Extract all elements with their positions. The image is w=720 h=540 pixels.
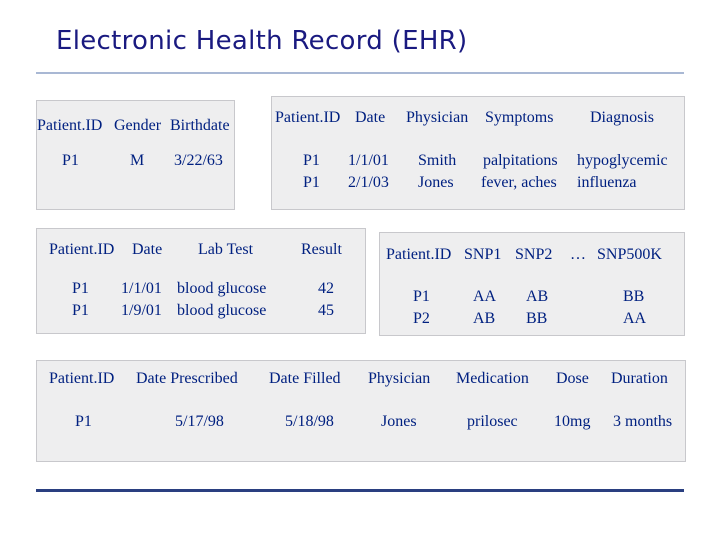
snp-table (379, 232, 685, 336)
cell-medication: prilosec (467, 413, 518, 430)
header-medication: Medication (456, 370, 529, 387)
cell-physician: Jones (418, 174, 454, 191)
cell-date: 2/1/03 (348, 174, 389, 191)
header-gender: Gender (114, 117, 162, 134)
cell-snp1: AB (473, 310, 496, 327)
header-patient-id: Patient.ID (49, 241, 115, 258)
cell-result: 42 (318, 280, 334, 297)
cell-diagnosis: influenza (577, 174, 637, 191)
header-lab-test: Lab Test (198, 241, 254, 258)
prescriptions-table (36, 360, 686, 462)
cell-patient-id: P1 (72, 280, 89, 297)
header-patient-id: Patient.ID (49, 370, 115, 387)
cell-symptoms: fever, aches (481, 174, 557, 191)
cell-physician: Jones (381, 413, 417, 430)
cell-patient-id: P1 (75, 413, 92, 430)
page-title: Electronic Health Record (EHR) (56, 26, 468, 56)
cell-physician: Smith (418, 152, 457, 169)
cell-lab-test: blood glucose (177, 302, 267, 319)
header-date-filled: Date Filled (269, 370, 341, 387)
header-physician: Physician (406, 109, 469, 126)
header-birthdate: Birthdate (170, 117, 230, 134)
patients-table (36, 100, 235, 210)
header-diagnosis: Diagnosis (590, 109, 654, 126)
header-duration: Duration (611, 370, 668, 387)
cell-snp2: AB (526, 288, 549, 305)
header-ellipsis: … (570, 246, 586, 263)
header-physician: Physician (368, 370, 431, 387)
cell-patient-id: P1 (303, 152, 320, 169)
header-result: Result (301, 241, 342, 258)
cell-dose: 10mg (554, 413, 591, 430)
header-snp2: SNP2 (515, 246, 553, 263)
cell-symptoms: palpitations (483, 152, 558, 169)
header-dose: Dose (556, 370, 589, 387)
header-date: Date (355, 109, 386, 126)
cell-patient-id: P1 (72, 302, 89, 319)
visits-table (271, 96, 685, 210)
header-patient-id: Patient.ID (386, 246, 452, 263)
cell-diagnosis: hypoglycemic (577, 152, 668, 169)
cell-duration: 3 months (613, 413, 673, 430)
cell-patient-id: P1 (303, 174, 320, 191)
cell-snp500k: BB (623, 288, 645, 305)
header-snp500k: SNP500K (597, 246, 662, 263)
cell-patient-id: P2 (413, 310, 430, 327)
cell-patient-id: P1 (62, 152, 79, 169)
header-date: Date (132, 241, 163, 258)
header-patient-id: Patient.ID (37, 117, 103, 134)
cell-snp1: AA (473, 288, 497, 305)
cell-date: 1/9/01 (121, 302, 162, 319)
cell-snp500k: AA (623, 310, 647, 327)
title-divider (36, 72, 684, 74)
header-symptoms: Symptoms (485, 109, 554, 126)
header-date-prescribed: Date Prescribed (136, 370, 238, 387)
labs-table (36, 228, 366, 334)
cell-date: 1/1/01 (348, 152, 389, 169)
cell-date-prescribed: 5/17/98 (175, 413, 224, 430)
cell-date: 1/1/01 (121, 280, 162, 297)
header-snp1: SNP1 (464, 246, 502, 263)
cell-date-filled: 5/18/98 (285, 413, 334, 430)
header-patient-id: Patient.ID (275, 109, 341, 126)
footer-divider (36, 489, 684, 492)
cell-result: 45 (318, 302, 334, 319)
cell-lab-test: blood glucose (177, 280, 267, 297)
cell-birthdate: 3/22/63 (174, 152, 223, 169)
cell-gender: M (130, 152, 145, 169)
cell-patient-id: P1 (413, 288, 430, 305)
cell-snp2: BB (526, 310, 548, 327)
